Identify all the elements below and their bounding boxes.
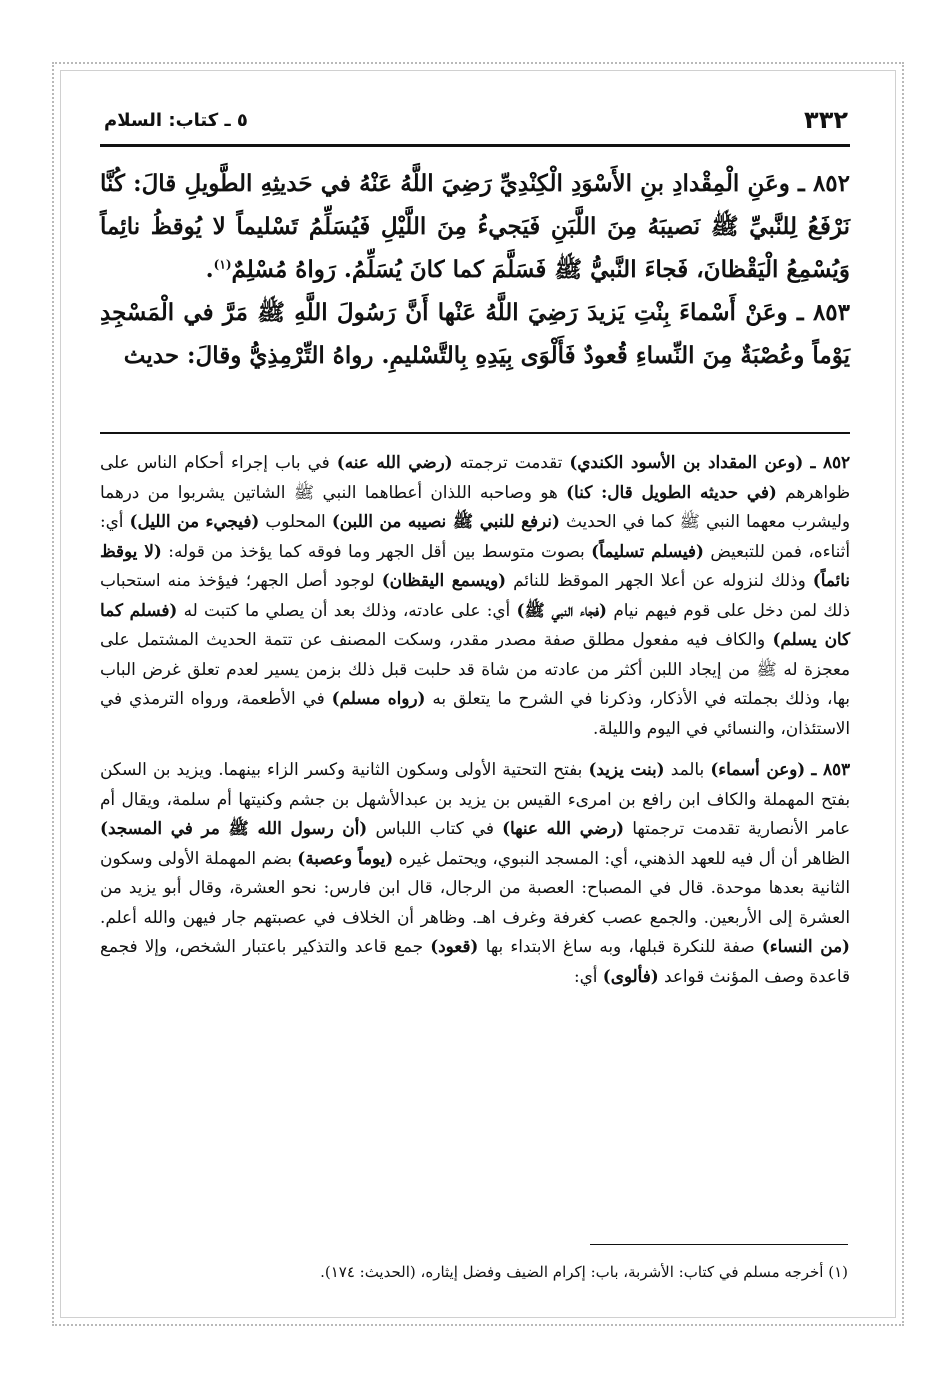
hadith-end: . bbox=[205, 256, 214, 283]
commentary-text: الظاهر أن أل فيه للعهد الذهني، أي: المسجد النبوي، ويحتمل غيره bbox=[393, 847, 850, 868]
commentary-text: أي: على عادته، وذلك بعد أن يصلي ما كتبت له bbox=[177, 599, 517, 620]
hadith-text-block bbox=[100, 162, 850, 377]
commentary-text: تقدمت ترجمته bbox=[452, 452, 570, 472]
commentary-text: المحلوب bbox=[259, 511, 332, 531]
running-header bbox=[104, 102, 848, 138]
quoted-phrase: (من النساء) bbox=[761, 936, 850, 956]
commentary-text: جمع قاعد والتذكير باعتبار الشخص، وإلا فجمع قاعدة وصف المؤنث قواعد bbox=[100, 936, 850, 986]
hadith-text: وعَنْ أَسْماءَ بِنْتِ يَزيدَ رَضِيَ اللَّهُ عَنْها أَنَّ رَسُولَ اللَّهِ ﷺ مَرَّ في الْمَسْجِدِ يَوْماً وعُصْبَةٌ مِنَ النِّساءِ قُعودٌ فَأَلْوَى بِيَدِهِ بِالتَّسْليمِ. رواهُ التِّرْمِذِيُّ وقالَ: حديث bbox=[100, 299, 850, 369]
commentary-text: أي: أثناءه، فمن للتبعيض bbox=[100, 511, 851, 561]
commentary-number: ٨٥٢ ـ bbox=[810, 452, 850, 472]
hadith-text: وعَنِ الْمِقْدادِ بنِ الأَسْوَدِ الْكِنْدِيِّ رَضِيَ اللَّهُ عَنْهُ في حَديثِهِ الطَّويلِ قالَ: كُنَّا نَرْفَعُ لِلنَّبيِّ ﷺ نَصيبَهُ مِنَ اللَّبَنِ فَيَجيءُ مِنَ اللَّيْلِ فَيُسَلِّمُ تَسْليماً لا يُوقظُ نائِماً وَيُسْمِعُ الْيَقْظانَ، فَجاءَ النَّبيُّ ﷺ فَسَلَّمَ كما كانَ يُسَلِّمُ. رَواهُ مُسْلِمٌ bbox=[100, 170, 850, 283]
hadith-number: ٨٥٢ ـ bbox=[798, 170, 850, 197]
quoted-phrase: (فجاء النبي ﷺ) bbox=[516, 599, 607, 620]
commentary-text: وذلك لنزوله عن أعلا الجهر الموقظ للنائم bbox=[506, 570, 813, 590]
quoted-phrase: (أن رسول الله ﷺ مر في المسجد) bbox=[100, 818, 368, 838]
quoted-phrase: (لا يوقظ نائماً) bbox=[100, 540, 850, 590]
page-number: ٣٣٢ bbox=[804, 106, 848, 134]
quoted-phrase: (قعود) bbox=[430, 936, 479, 956]
commentary-853 bbox=[100, 755, 850, 991]
hadith-853 bbox=[100, 291, 850, 377]
hadith-852 bbox=[100, 162, 850, 291]
commentary-text: بالمد bbox=[664, 759, 711, 779]
quoted-phrase: (فيسلم تسليماً) bbox=[591, 540, 704, 561]
hadith-number: ٨٥٣ ـ bbox=[796, 299, 851, 326]
quoted-phrase: (فيجيء من الليل) bbox=[129, 511, 260, 531]
quoted-phrase: (ويسمع اليقظان) bbox=[381, 570, 507, 590]
quoted-phrase: (وعن المقداد بن الأسود الكندي) bbox=[569, 452, 804, 472]
quoted-phrase: (رضي الله عنها) bbox=[502, 818, 625, 838]
footnote: (١) أخرجه مسلم في كتاب: الأشربة، باب: إكرام الضيف وفضل إيثاره، (الحديث: ١٧٤). bbox=[320, 1263, 848, 1281]
commentary-number: ٨٥٣ ـ bbox=[811, 759, 851, 779]
commentary-852 bbox=[100, 448, 850, 743]
commentary-text: صفة للنكرة قبلها، وبه ساغ الابتداء بها bbox=[478, 936, 762, 956]
commentary-text: بصوت متوسط بين أقل الجهر وما فوقه كما يؤخذ من قوله: bbox=[161, 540, 592, 561]
quoted-phrase: (فألوى) bbox=[602, 965, 659, 986]
quoted-phrase: (نرفع للنبي ﷺ نصيبه من اللبن) bbox=[331, 511, 560, 531]
quoted-phrase: (وعن أسماء) bbox=[710, 759, 806, 779]
quoted-phrase: (في حديثه الطويل قال: كنا) bbox=[566, 481, 777, 502]
commentary-text: بفتح التحتية الأولى وسكون الثانية وكسر الزاء بينهما. ويزيد بن السكن بفتح المهملة والكاف ابن رافع بن امرىء القيس بن يزيد بن عبدالأشهل بن جشم وكنيتها أم سلمة، ويقال أم عامر الأنصارية تقدمت ترجمتها bbox=[100, 759, 850, 838]
footnote-rule bbox=[590, 1244, 848, 1245]
commentary-text: في باب إجراء أحكام الناس على ظواهرهم bbox=[100, 452, 851, 502]
quoted-phrase: (بنت يزيد) bbox=[588, 759, 665, 779]
quoted-phrase: (فسلم كما كان يسلم) bbox=[100, 599, 851, 649]
commentary-text: في كتاب اللباس bbox=[367, 818, 503, 838]
quoted-phrase: (رواه مسلم) bbox=[331, 688, 426, 708]
commentary-text: والكاف فيه مفعول مطلق صفة مصدر مقدر، وسكت المصنف عن تتمة الحديث المشتمل على معجزة له ﷺ من إيجاد اللبن أكثر من عادته من شاة قد حلبت قبل ذلك بزمن يسير لعدم تعلق غرض الباب بها، وذلك بجملته في الأذكار، وذكرنا في الشرح ما يتعلق به bbox=[100, 629, 850, 708]
commentary-text: في الأطعمة، ورواه الترمذي في الاستئذان، والنسائي في اليوم والليلة. bbox=[100, 688, 850, 738]
section-rule bbox=[100, 432, 850, 434]
commentary-block bbox=[100, 448, 850, 991]
quoted-phrase: (رضي الله عنه) bbox=[336, 452, 453, 472]
footnote-marker[interactable]: (١) bbox=[213, 257, 232, 272]
commentary-text: هو وصاحبه اللذان أعطاهما النبي ﷺ الشاتين يشربوا من درهما وليشرب معهما النبي ﷺ كما في الحديث bbox=[100, 481, 851, 531]
chapter-title: ٥ ـ كتاب: السلام bbox=[104, 109, 248, 131]
commentary-text: لوجود أصل الجهر؛ فيؤخذ منه استحباب ذلك لمن دخل على قوم فيهم نيام bbox=[100, 570, 850, 620]
quoted-phrase: (يوماً وعصبة) bbox=[297, 847, 394, 868]
commentary-text: أي: bbox=[573, 965, 603, 986]
header-rule bbox=[100, 144, 850, 147]
commentary-text: بضم المهملة الأولى وسكون الثانية بعدها موحدة. قال في المصباح: العصبة من الرجال، قال ابن فارس: نحو العشرة، وقال أبو يزيد من العشرة إلى الأربعين. والجمع عصب كغرفة وغرف اهـ. وظاهر أن الخلاف في عصبتهم جار فيهن والله أعلم. bbox=[100, 847, 850, 927]
